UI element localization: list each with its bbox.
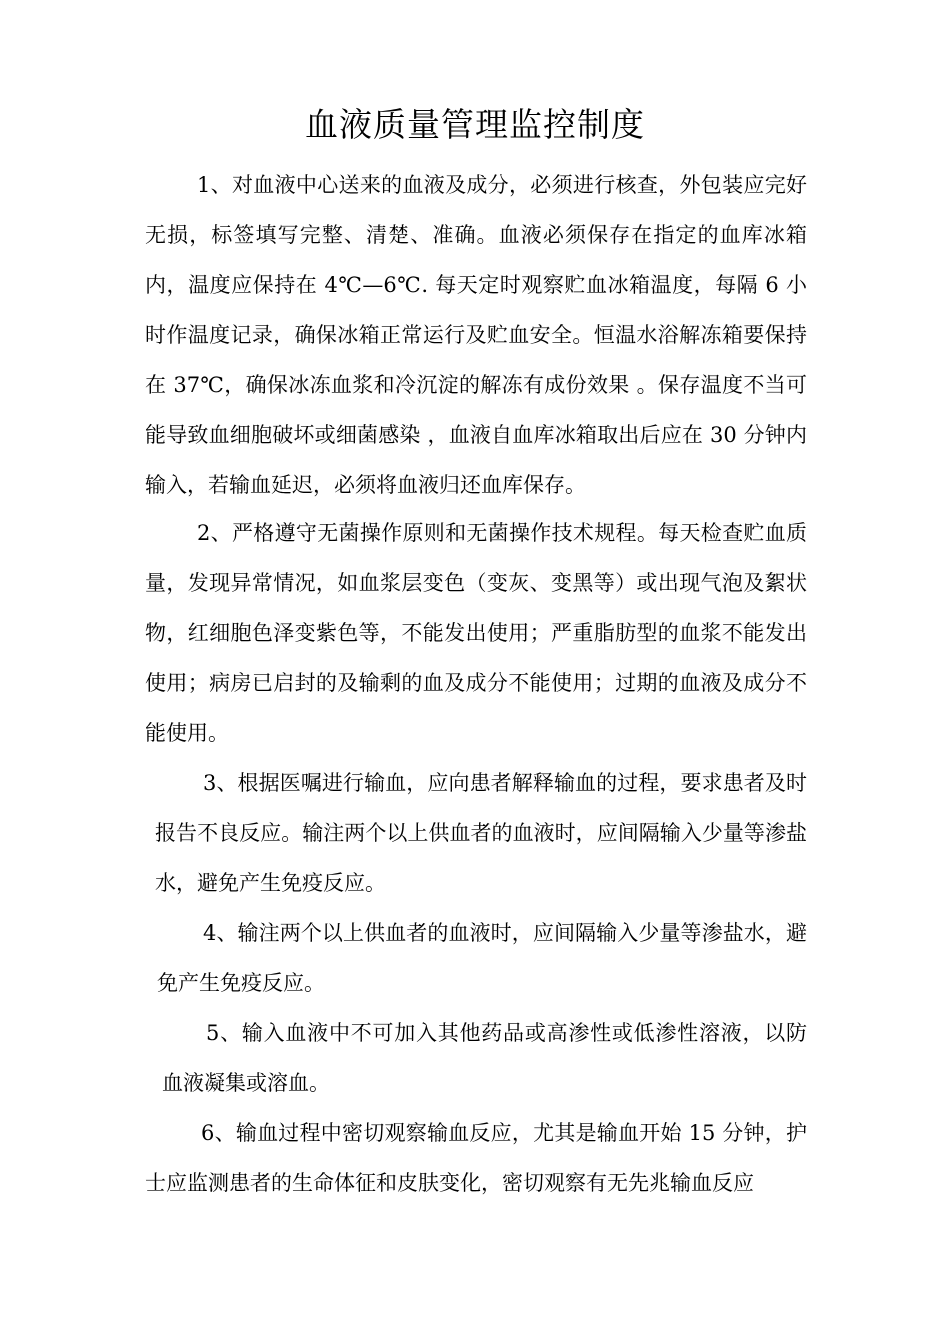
paragraph-6: 6、输血过程中密切观察输血反应，尤其是输血开始 15 分钟，护士应监测患者的生命体征和皮肤变化，密切观察有无先兆输血反应 (145, 1121, 807, 1195)
document-title: 血液质量管理监控制度 (305, 105, 645, 144)
paragraph-3: 3、根据医嘱进行输血，应向患者解释输血的过程，要求患者及时报告不良反应。输注两个以上供血者的血液时，应间隔输入少量等渗盐水，避免产生免疫反应。 (155, 771, 807, 895)
paragraph-5: 5、输入血液中不可加入其他药品或高渗性或低渗性溶液，以防血液凝集或溶血。 (162, 1021, 807, 1095)
paragraph-2: 2、严格遵守无菌操作原则和无菌操作技术规程。每天检查贮血质量，发现异常情况，如血浆层变色（变灰、变黑等）或出现气泡及絮状物，红细胞色泽变紫色等，不能发出使用；严重脂肪型的血浆不能发出使用；病房已启封的及输剩的血及成分不能使用；过期的血液及成分不能使用。 (145, 521, 807, 745)
paragraph-1: 1、对血液中心送来的血液及成分，必须进行核查，外包装应完好无损，标签填写完整、清楚、准确。血液必须保存在指定的血库冰箱内，温度应保持在 4℃—6℃. 每天定时观察贮血冰箱温度，每隔 6 小时作温度记录，确保冰箱正常运行及贮血安全。恒温水浴解冻箱要保持在 37℃，确保冰冻血浆和冷沉淀的解冻有成份效果 。保存温度不当可能导致血细胞破坏或细菌感染 ，血液自血库冰箱取出后应在 30 分钟内输入，若输血延迟，必须将血液归还血库保存。 (145, 173, 807, 497)
paragraph-4: 4、输注两个以上供血者的血液时，应间隔输入少量等渗盐水，避免产生免疫反应。 (157, 921, 807, 995)
